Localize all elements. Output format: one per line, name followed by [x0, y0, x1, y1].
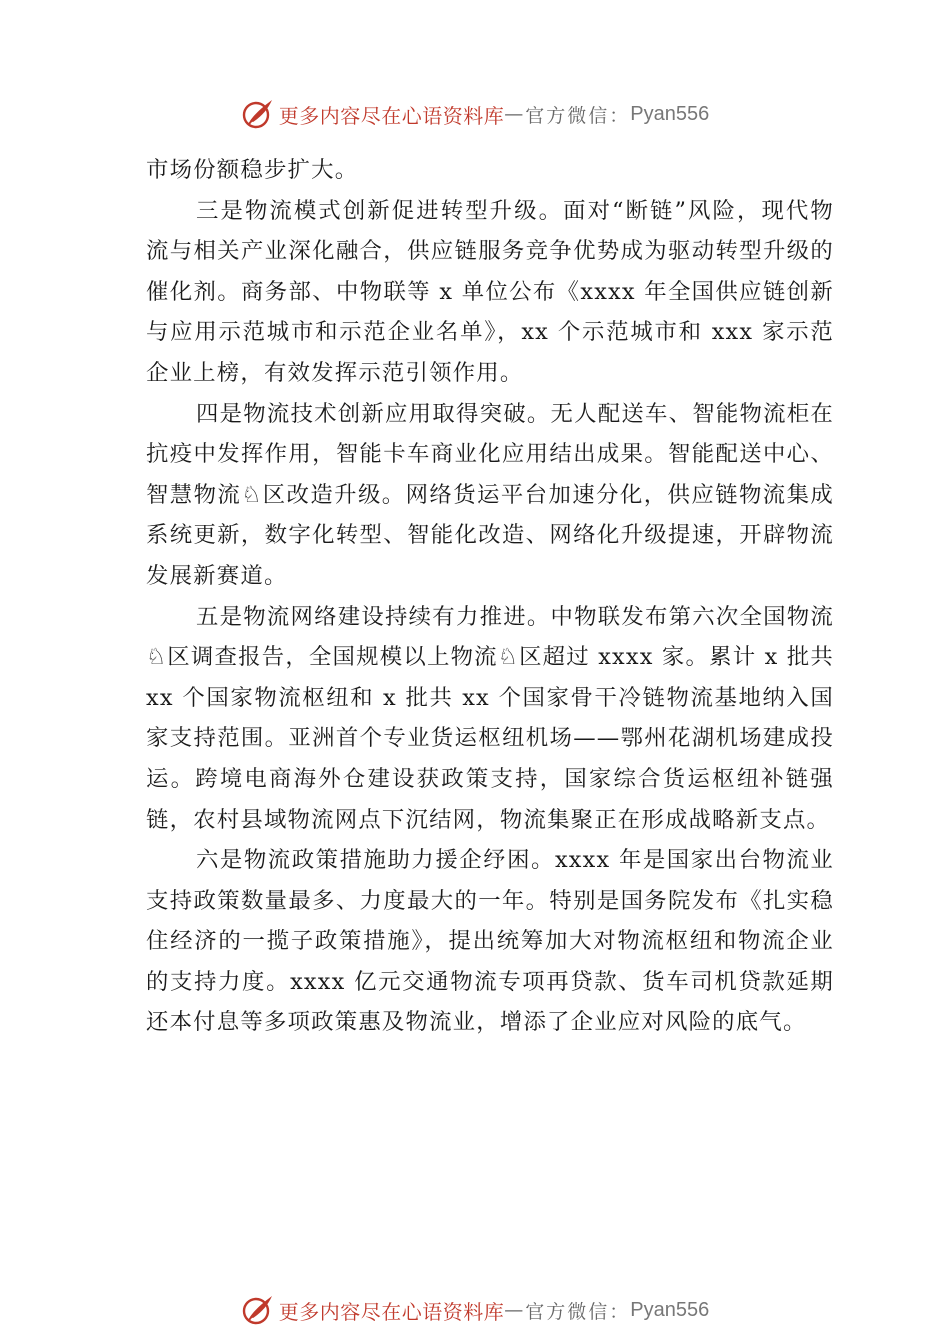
banner-wechat-id: Pyan556 [630, 102, 710, 125]
banner-main-text: 更多内容尽在心语资料库 [278, 1299, 505, 1324]
header-banner [0, 94, 950, 134]
banner-main-text: 更多内容尽在心语资料库 [278, 103, 505, 128]
paragraph-logistics-policy: 六是物流政策措施助力援企纾困。xxxx 年是国家出台物流业支持政策数量最多、力度最大的一年。特别是国务院发布《扎实稳住经济的一揽子政策措施》，提出统筹加大对物流枢纽和物流企业的支持力度。xxxx 亿元交通物流专项再贷款、货车司机贷款延期还本付息等多项政策惠及物流业，增添了企业应对风险的底气。 [146, 847, 834, 1036]
banner-wechat-id: Pyan556 [630, 1298, 710, 1321]
banner-label: 官方微信： [525, 104, 631, 127]
paragraph-logistics-model: 三是物流模式创新促进转型升级。面对“断链”风险，现代物流与相关产业深化融合，供应链服务竞争优势成为驱动转型升级的催化剂。商务部、中物联等 x 单位公布《xxxx 年全国供应链创新与应用示范城市和示范企业名单》，xx 个示范城市和 xxx 家示范企业上榜，有效发挥示范引领作用。 [146, 197, 834, 386]
paragraph-continuation: 市场份额稳步扩大。 [146, 157, 359, 183]
banner-label: 官方微信： [525, 1300, 631, 1323]
quill-logo-icon [241, 97, 275, 131]
paragraph-logistics-technology: 四是物流技术创新应用取得突破。无人配送车、智能物流柜在抗疫中发挥作用，智能卡车商业化应用结出成果。智能配送中心、智慧物流♘区改造升级。网络货运平台加速分化，供应链物流集成系统更新，数字化转型、智能化改造、网络化升级提速，开辟物流发展新赛道。 [146, 400, 834, 589]
document-body [146, 150, 834, 1043]
banner-dash: — [504, 1299, 526, 1321]
footer-banner [0, 1290, 950, 1330]
paragraph-logistics-network: 五是物流网络建设持续有力推进。中物联发布第六次全国物流♘区调查报告，全国规模以上物流♘区超过 xxxx 家。累计 x 批共 xx 个国家物流枢纽和 x 批共 xx 个国家骨干冷链物流基地纳入国家支持范围。亚洲首个专业货运枢纽机场——鄂州花湖机场建成投运。跨境电商海外仓建设获政策支持，国家综合货运枢纽补链强链，农村县域物流网点下沉结网，物流集聚正在形成战略新支点。 [146, 603, 834, 833]
banner-dash: — [504, 103, 526, 125]
quill-logo-icon [241, 1293, 275, 1327]
